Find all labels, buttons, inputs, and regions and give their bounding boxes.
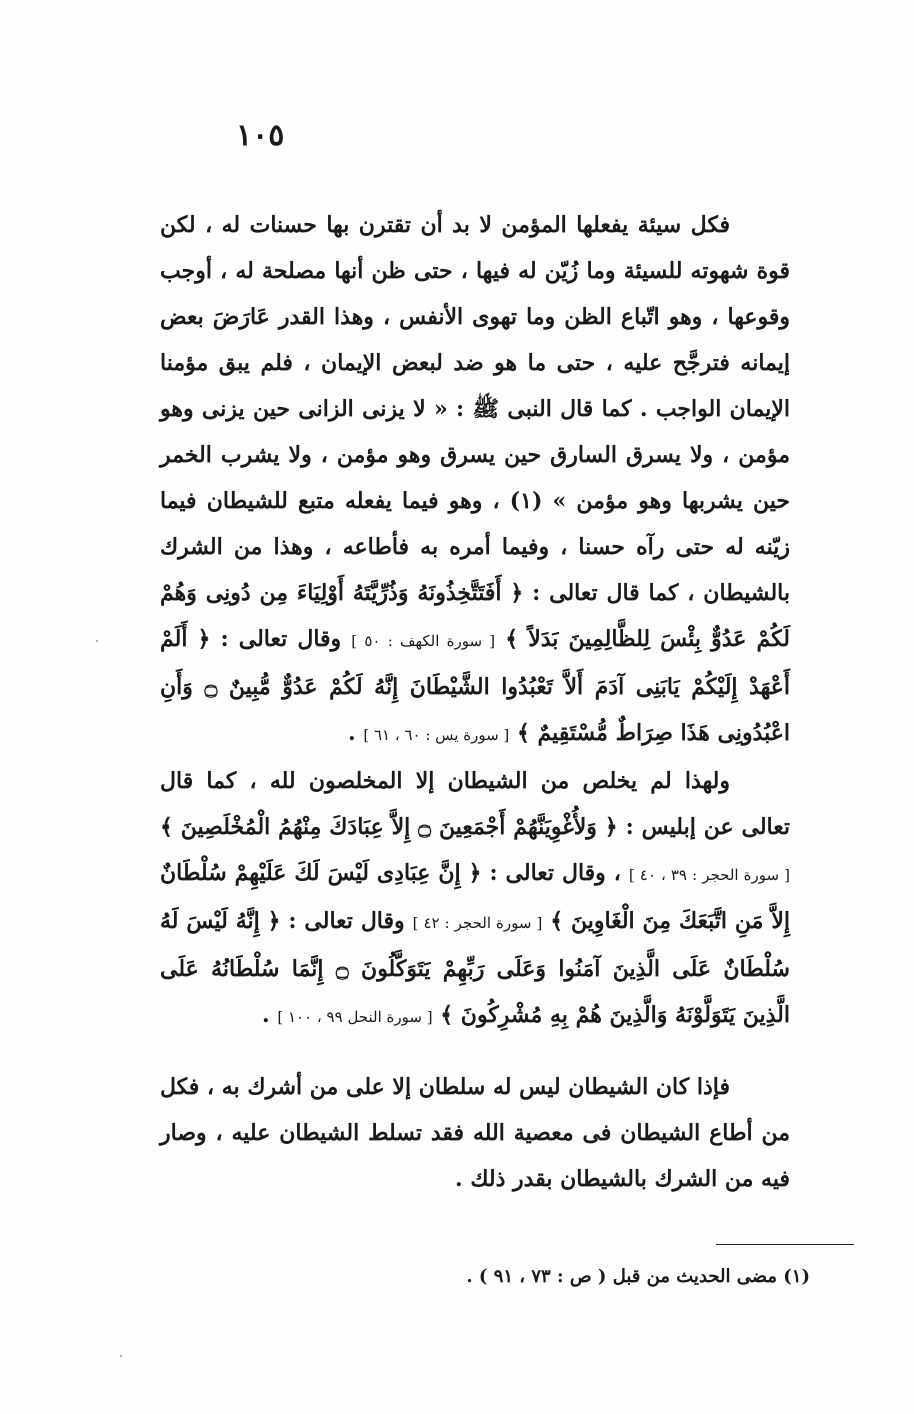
paragraph-2 [160,758,790,1040]
scan-speck [96,640,98,642]
paragraph-3 [160,1064,790,1202]
paragraph-1-text-b: وقال تعالى : ﴿ أَلَمْ أَعْهَدْ إِلَيْكُمْ يَابَنِى آدَمَ أَلاَّ تَعْبُدُوا الشَّيْطَانَ إِنَّهُ لَكُمْ عَدُوٌّ مُّبِينٌ ۝ وَأَنِ اعْبُدُونِى هَذَا صِرَاطٌ مُّسْتَقِيمٌ ﴾ [160,626,790,746]
paragraph-2-text: ولهذا لم يخلص من الشيطان إلا المخلصون لله ، كما قال تعالى عن إبليس : ﴿ وَلأُغْوِيَنَّهُمْ أَجْمَعِينَ ۝ إِلاَّ عِبَادَكَ مِنْهُمُ الْمُخْلَصِينَ ﴾ [160,768,790,840]
surah-reference: [ سورة الكهف : ٥٠ ] [351,632,496,650]
footnote: (١) مضى الحديث من قبل ( ص : ٧٣ ، ٩١ ) . [466,1266,810,1287]
scan-speck [120,1355,122,1357]
surah-reference: [ سورة يس : ٦٠ ، ٦١ ] [363,726,510,744]
surah-reference: [ سورة الحجر : ٤٢ ] [412,914,543,932]
page-number: ١٠٥ [236,118,285,153]
paragraph-1 [160,202,790,758]
paragraph-2-end: . [262,1002,270,1028]
footnote-divider [716,1244,854,1245]
paragraph-1-text: فكل سيئة يفعلها المؤمن لا بد أن تقترن بها حسنات له ، لكن قوة شهوته للسيئة وما زُيّن له فيها ، حتى ظن أنها مصلحة له ، أوجب وقوعها ، وهو اتّباع الظن وما تهوى الأنفس ، وهذا القدر عَارَضَ بعض إيمانه فترجَّح عليه ، حتى ما هو ضد لبعض الإيمان ، فلم يبق مؤمنا الإيمان الواجب . كما قال النبى ﷺ : « لا يزنى الزانى حين يزنى وهو مؤمن ، ولا يسرق السارق حين يسرق وهو مؤمن ، ولا يشرب الخمر حين يشربها وهو مؤمن » (١) ، وهو فيما يفعله متبع للشيطان فيما زيّنه له حتى رآه حسنا ، وفيما أمره به فأطاعه ، وهذا من الشرك بالشيطان ، كما قال تعالى : ﴿ أَفَتَتَّخِذُونَهُ وَذُرِّيَّتَهُ أَوْلِيَاءَ مِن دُونِى وَهُمْ لَكُمْ عَدُوٌّ بِئْسَ لِلظَّالِمِينَ بَدَلاً ﴾ [160,212,790,652]
surah-reference: [ سورة الحجر : ٣٩ ، ٤٠ ] [628,866,790,884]
paragraph-2-text-c: وقال تعالى : ﴿ إِنَّهُ لَيْسَ لَهُ سُلْطَانٌ عَلَى الَّذِينَ آمَنُوا وَعَلَى رَبِّهِمْ يَتَوَكَّلُونَ ۝ إِنَّمَا سُلْطَانُهُ عَلَى الَّذِينَ يَتَوَلَّوْنَهُ وَالَّذِينَ هُمْ بِهِ مُشْرِكُونَ ﴾ [160,908,790,1028]
paragraph-2-text-b: ، وقال تعالى : ﴿ إِنَّ عِبَادِى لَيْسَ لَكَ عَلَيْهِمْ سُلْطَانٌ إِلاَّ مَنِ اتَّبَعَكَ مِنَ الْغَاوِينَ ﴾ [160,860,790,934]
surah-reference: [ سورة النحل ٩٩ ، ١٠٠ ] [277,1008,433,1026]
paragraph-3-text: فإذا كان الشيطان ليس له سلطان إلا على من أشرك به ، فكل من أطاع الشيطان فى معصية الله فقد تسلط الشيطان عليه ، وصار فيه من الشرك بالشيطان بقدر ذلك . [160,1074,790,1192]
paragraph-1-end: . [347,720,356,746]
